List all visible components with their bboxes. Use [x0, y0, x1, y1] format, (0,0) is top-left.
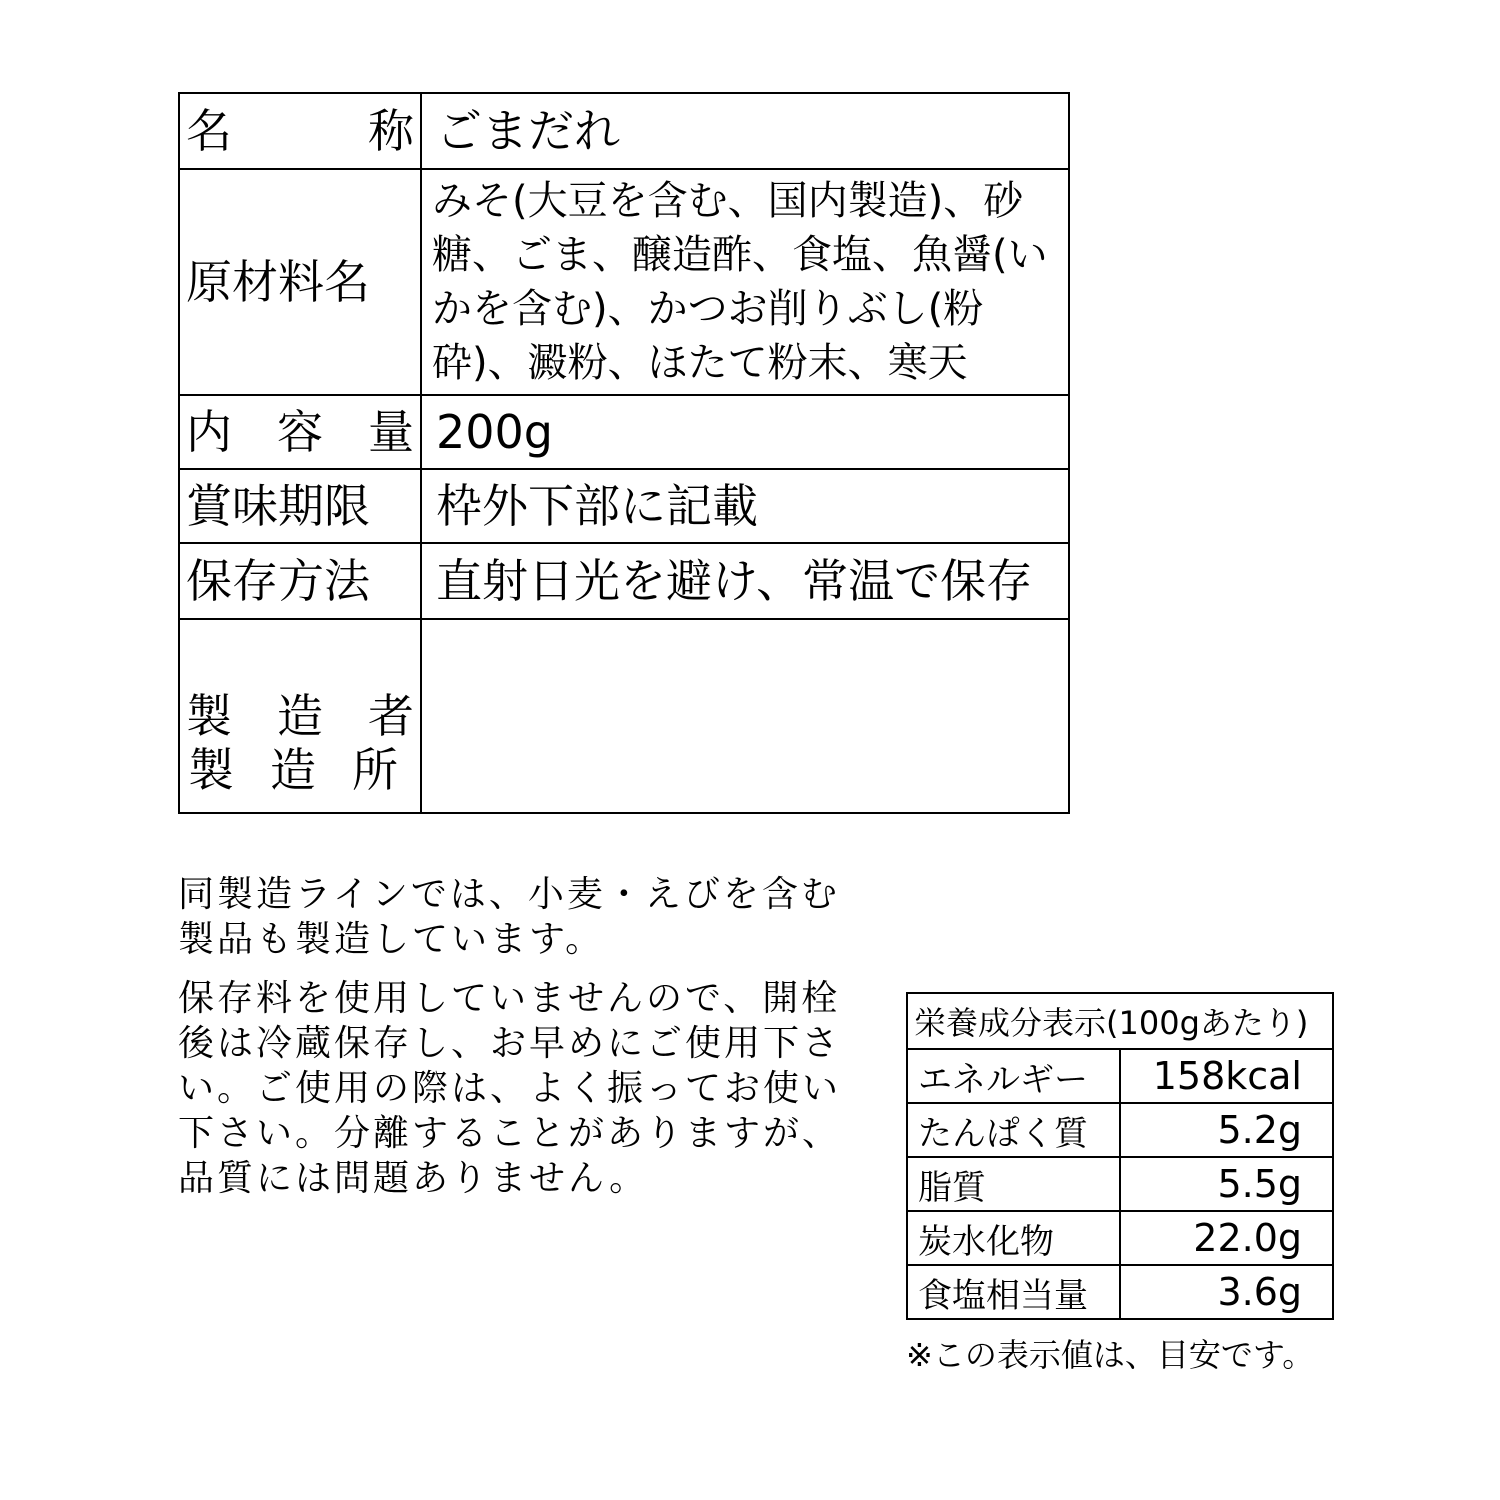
manufacturer-key-char: 製	[186, 689, 232, 743]
nutrition-header: 栄養成分表示(100gあたり)	[907, 993, 1333, 1049]
name-value: ごまだれ	[421, 93, 1069, 169]
notes	[178, 872, 878, 1215]
content-key-char: 容	[277, 405, 323, 459]
nutrition-note: ※この表示値は、目安です。	[906, 1336, 1315, 1374]
nutrition-key-text: 食塩相当量	[918, 1275, 1088, 1316]
factory-label	[188, 742, 398, 798]
label-row-storage	[179, 543, 1069, 619]
name-key	[179, 93, 421, 169]
nutrition-row-carbs	[907, 1211, 1333, 1265]
storage-value: 直射日光を避け、常温で保存	[421, 543, 1069, 619]
manufacturer-key-char: 造	[277, 689, 323, 743]
nutrition-row-fat	[907, 1157, 1333, 1211]
nutrition-key-text: 炭水化物	[918, 1221, 1054, 1262]
nutrition-key-text: エネルギー	[918, 1059, 1088, 1100]
content-key-char: 量	[368, 405, 414, 459]
nutrition-key	[907, 1103, 1120, 1157]
nutrition-key	[907, 1265, 1120, 1319]
nutrition-facts	[906, 992, 1334, 1376]
factory-label-char: 製	[188, 743, 234, 797]
nutrition-value: 3.6g	[1120, 1265, 1333, 1319]
content-key-char: 内	[186, 405, 232, 459]
factory-label-char: 造	[270, 743, 316, 797]
nutrition-key	[907, 1157, 1120, 1211]
storage-key: 保存方法	[179, 543, 421, 619]
nutrition-value: 158kcal	[1120, 1049, 1333, 1103]
nutrition-row-energy	[907, 1049, 1333, 1103]
label-row-content	[179, 395, 1069, 469]
manufacturer-key-char: 者	[368, 689, 414, 743]
product-label-table	[178, 92, 1070, 814]
name-key-char: 称	[368, 104, 414, 158]
nutrition-key-text: 脂質	[918, 1167, 986, 1208]
nutrition-row-salt	[907, 1265, 1333, 1319]
expiry-value: 枠外下部に記載	[421, 469, 1069, 543]
nutrition-value: 5.2g	[1120, 1103, 1333, 1157]
content-key	[179, 395, 421, 469]
content-value: 200g	[421, 395, 1069, 469]
factory-label-char: 所	[352, 743, 398, 797]
expiry-key: 賞味期限	[179, 469, 421, 543]
nutrition-key	[907, 1211, 1120, 1265]
nutrition-key-text: たんぱく質	[918, 1113, 1088, 1154]
name-key-char: 名	[186, 104, 232, 158]
nutrition-key	[907, 1049, 1120, 1103]
storage-note: 保存料を使用していませんので、開栓後は冷蔵保存し、お早めにご使用下さい。ご使用の際は、よく振ってお使い下さい。分離することがありますが、品質には問題ありません。	[178, 978, 842, 1199]
nutrition-row-protein	[907, 1103, 1333, 1157]
label-row-name	[179, 93, 1069, 169]
label-row-expiry	[179, 469, 1069, 543]
nutrition-value: 5.5g	[1120, 1157, 1333, 1211]
ingredients-key: 原材料名	[179, 169, 421, 395]
label-row-ingredients	[179, 169, 1069, 395]
allergen-note: 同製造ラインでは、小麦・えびを含む製品も製造しています。	[178, 874, 840, 960]
nutrition-table	[906, 992, 1334, 1320]
ingredients-value: みそ(大豆を含む、国内製造)、砂糖、ごま、醸造酢、食塩、魚醤(いかを含む)、かつお削りぶし(粉砕)、澱粉、ほたて粉末、寒天	[421, 169, 1069, 395]
nutrition-header-row	[907, 993, 1333, 1049]
manufacturer-value	[421, 619, 1069, 813]
nutrition-value: 22.0g	[1120, 1211, 1333, 1265]
